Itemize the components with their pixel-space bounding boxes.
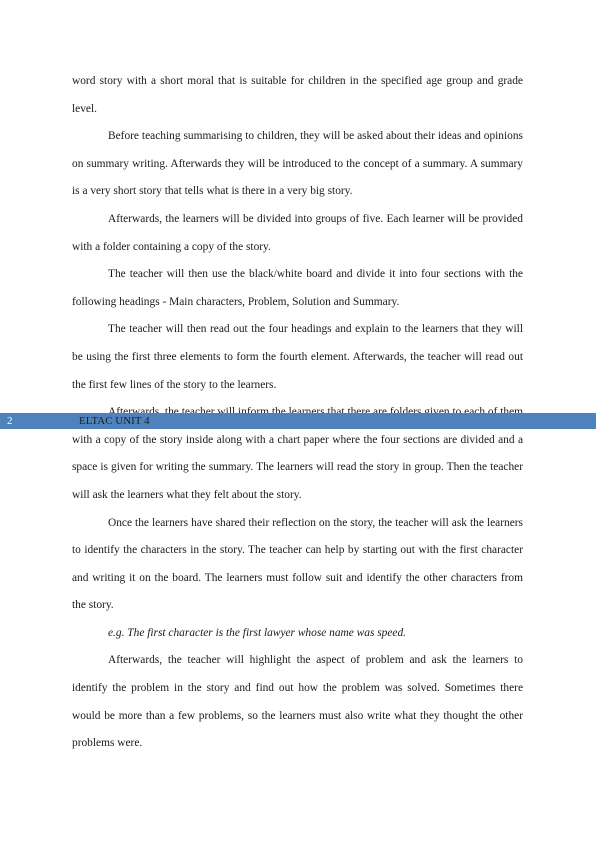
paragraph: Once the learners have shared their reflection on the story, the teacher will ask the learners to identify the characters in the story. The teacher can help by starting out with the first character and writing it on the board. The learners must follow suit and identify the other characters from the story.: [72, 516, 523, 612]
paragraph: Before teaching summarising to children, they will be asked about their ideas and opinions on summary writing. Afterwards they will be introduced to the concept of a summary. A summary is a very short story that tells what is there in a very big story.: [72, 130, 523, 198]
paragraph: The teacher will then use the black/white board and divide it into four sections with the following headings - Main characters, Problem, Solution and Summary.: [72, 268, 523, 308]
paragraph: Afterwards, the teacher will highlight the aspect of problem and ask the learners to identify the problem in the story and find out how the problem was solved. Sometimes there would be more than a few problems, so the learners must also write what they thought the other problems were.: [72, 654, 523, 750]
paragraph-continuation: word story with a short moral that is suitable for children in the specified age group and grade level.: [72, 75, 523, 115]
example-sentence: e.g. The first character is the first lawyer whose name was speed.: [108, 626, 407, 639]
page-header-band: [0, 413, 596, 429]
paragraph: with a copy of the story inside along with a chart paper where the four sections are divided and a space is given for writing the summary. The learners will read the story in group. Then the teacher will ask the learners what they felt about the story.: [72, 433, 523, 501]
paragraph: The teacher will then read out the four headings and explain to the learners that they will be using the first three elements to form the fourth element. Afterwards, the teacher will read out the first few lines of the story to the learners.: [72, 323, 523, 391]
paragraph: Afterwards, the learners will be divided into groups of five. Each learner will be provided with a folder containing a copy of the story.: [72, 212, 523, 253]
page-number: 2: [7, 415, 13, 427]
header-title: ELTAC UNIT 4: [79, 415, 150, 427]
